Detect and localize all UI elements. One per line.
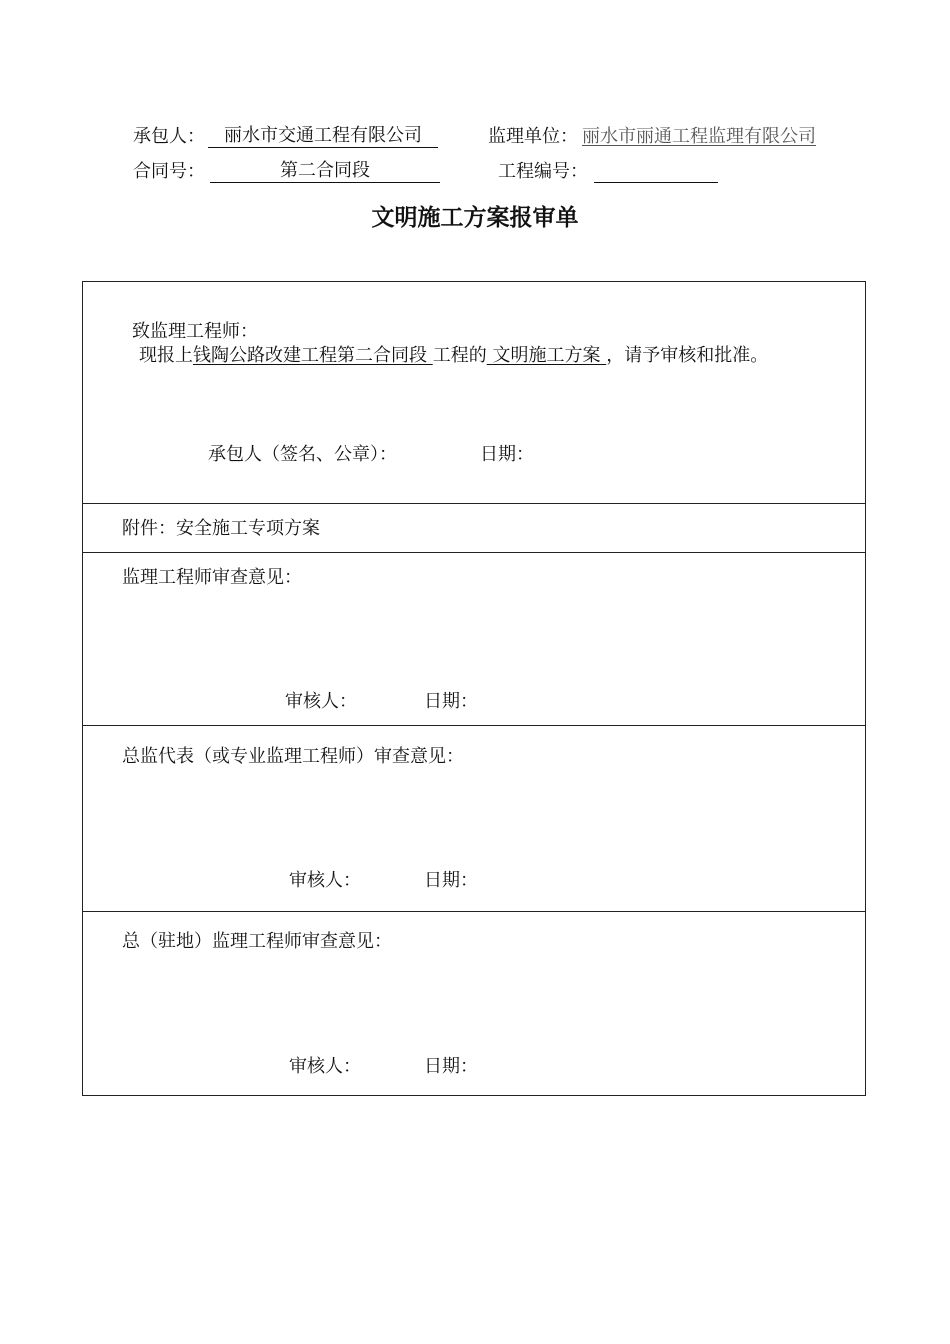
form-table [82,281,866,1096]
project-no-label: 工程编号： [498,161,588,182]
project-name: 钱陶公路改建工程第二合同段 [193,345,427,366]
supervisor-value: 丽水市丽通工程监理有限公司 [582,126,816,147]
review2-reviewer-label: 审核人： [289,870,361,891]
divider [82,552,866,553]
contract-no-label: 合同号： [133,161,205,182]
sentence-mid: 工程的 [432,345,487,366]
salutation: 致监理工程师： [132,321,258,342]
divider [82,725,866,726]
contractor-date-label: 日期： [480,444,534,465]
attachment-text: 附件：安全施工专项方案 [122,518,320,539]
review1-reviewer-label: 审核人： [285,691,357,712]
contractor-signature-label: 承包人（签名、公章）： [208,444,397,465]
contractor-value: 丽水市交通工程有限公司 [208,125,438,148]
review3-date-label: 日期： [424,1056,478,1077]
divider [82,911,866,912]
review1-heading: 监理工程师审查意见： [122,567,302,588]
review1-date-label: 日期： [424,691,478,712]
sentence-suffix: ，请予审核和批准。 [606,345,769,366]
submission-sentence [139,344,768,368]
contract-no-value: 第二合同段 [210,160,440,183]
contractor-label: 承包人： [133,126,205,147]
review2-heading: 总监代表（或专业监理工程师）审查意见： [122,746,464,767]
divider [82,503,866,504]
review3-reviewer-label: 审核人： [289,1056,361,1077]
plan-name: 文明施工方案 [492,345,601,366]
supervisor-label: 监理单位： [488,126,578,147]
project-no-value [594,160,718,183]
review3-heading: 总（驻地）监理工程师审查意见： [122,931,392,952]
page-title: 文明施工方案报审单 [371,205,579,231]
sentence-prefix: 现报上 [139,345,193,366]
review2-date-label: 日期： [424,870,478,891]
